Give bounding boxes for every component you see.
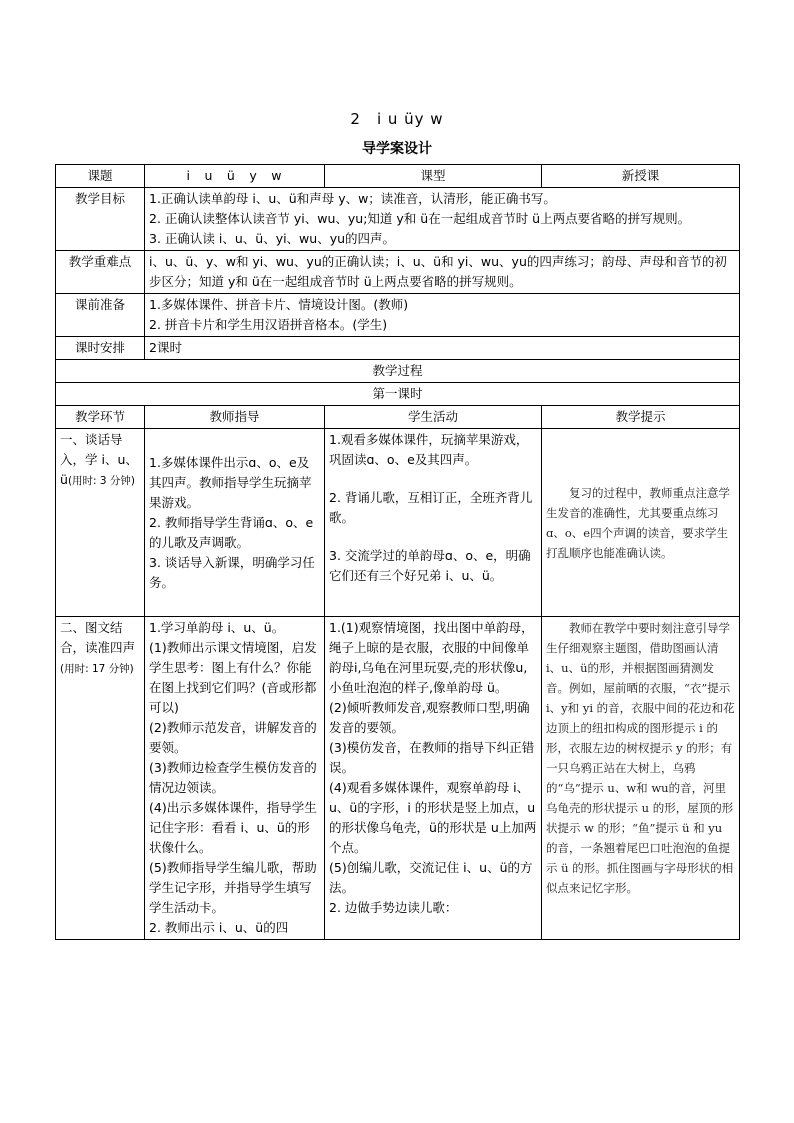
teacher-step: (2)教师示范发音，讲解发音的要领。 bbox=[149, 720, 317, 755]
prep-row bbox=[56, 294, 740, 337]
process-heading: 教学过程 bbox=[56, 360, 740, 383]
prep-item: 1.多媒体课件、拼音卡片、情境设计图。(教师) bbox=[149, 297, 409, 312]
student-step: (3)模仿发音，在教师的指导下纠正错误。 bbox=[329, 740, 535, 775]
prep-item: 2. 拼音卡片和学生用汉语拼音格本。(学生) bbox=[149, 317, 388, 332]
document-subtitle: 导学案设计 bbox=[362, 141, 432, 157]
goal-item: 2. 正确认读整体认读音节 yi、wu、yu;知道 y和 ü在一起组成音节时 ü上两点要省略的拼写规则。 bbox=[149, 211, 691, 226]
student-step: 1.(1)观察情境图，找出图中单韵母，绳子上晾的是衣服，衣服的中间像单韵母i,乌龟在河里玩耍,壳的形状像u,小鱼吐泡泡的样子,像单韵母 ü。 bbox=[329, 620, 534, 695]
teacher-guidance-cell bbox=[145, 617, 325, 940]
stage-row bbox=[56, 429, 740, 617]
key-points-text: i、u、ü、y、w和 yi、wu、yu的正确认读；i、u、ü和 yi、wu、yu的四声练习；韵母、声母和音节的初步区分；知道 y和 ü在一起组成音节时 ü上两点要省略的拼写规则。 bbox=[145, 251, 740, 294]
student-step: 3. 交流学过的单韵母ɑ、o、e，明确它们还有三个好兄弟 i、u、ü。 bbox=[329, 548, 531, 583]
teacher-step: (3)教师边检查学生模仿发音的情况边领读。 bbox=[149, 760, 317, 795]
type-value: 新授课 bbox=[542, 165, 740, 188]
student-step: (2)倾听教师发音,观察教师口型,明确发音的要领。 bbox=[329, 700, 530, 735]
teacher-step: (1)教师出示课文情境图，启发学生思考：图上有什么？你能在图上找到它们吗？(音或形都可以) bbox=[149, 640, 317, 715]
goal-item: 3. 正确认读 i、u、ü、yi、wu、yu的四声。 bbox=[149, 231, 396, 246]
teacher-step: (4)出示多媒体课件，指导学生记住字形：看看 i、u、ü的形状像什么。 bbox=[149, 800, 317, 855]
teacher-guidance-cell bbox=[145, 429, 325, 617]
topic-value: i u ü y w bbox=[145, 165, 325, 188]
teaching-tip-cell bbox=[542, 429, 740, 617]
goal-item: 1.正确认读单韵母 i、u、ü和声母 y、w；读准音，认清形，能正确书写。 bbox=[149, 191, 556, 206]
stage-name-cell bbox=[56, 617, 145, 940]
student-activity-cell bbox=[325, 429, 542, 617]
key-points-label: 教学重难点 bbox=[56, 251, 145, 294]
teaching-tip-cell bbox=[542, 617, 740, 940]
teacher-step: 1.学习单韵母 i、u、ü。 bbox=[149, 620, 285, 635]
lesson-plan-table bbox=[55, 164, 740, 940]
stage-time: (用时: 3 分钟) bbox=[67, 475, 136, 487]
teacher-step: 3. 谈话导入新课，明确学习任务。 bbox=[149, 554, 315, 590]
type-label: 课型 bbox=[325, 165, 542, 188]
teacher-step: (5)教师指导学生编儿歌，帮助学生记字形，并指导学生填写学生活动卡。 bbox=[149, 860, 317, 915]
teacher-step: 2. 教师出示 i、u、ü的四 bbox=[149, 920, 289, 935]
stage-time: (用时: 17 分钟) bbox=[60, 663, 134, 675]
goals-row bbox=[56, 188, 740, 251]
stage-name: 二、图文结合，读准四声 bbox=[60, 620, 136, 655]
column-header: 教学提示 bbox=[542, 406, 740, 429]
teaching-tip: 教师在教学中要时刻注意引导学生仔细观察主题图，借助图画认清 i、u、ü的形，并根据图画猜测发音。例如，屋前晒的衣服，“衣”提示 i、y和 yi 的音，衣服中间的花边和花边顶上的纽扣构成的图形提示 i 的形，衣服左边的树杈提示 y 的形；有一只乌鸦正站在大树上，乌鸦的“乌”提示 u、w和 wu的音，河里乌龟壳的形状提示 u 的形，屋顶的形状提示 w 的形；“鱼”提示 ü 和 yu 的音，一条翘着尾巴口吐泡泡的鱼提示 ü 的形。抓住图画与字母形状的相似点来记忆字形。 bbox=[546, 621, 735, 895]
student-step: 2. 边做手势边读儿歌： bbox=[329, 900, 458, 915]
student-step: (4)观看多媒体课件，观察单韵母 i、u、ü的字形，i 的形状是竖上加点，u的形状像乌龟壳，ü的形状是 u上加两个点。 bbox=[329, 780, 537, 855]
student-step: (5)创编儿歌，交流记住 i、u、ü的方法。 bbox=[329, 860, 533, 895]
stage-row bbox=[56, 617, 740, 940]
time-label: 课时安排 bbox=[56, 337, 145, 360]
key-points-row bbox=[56, 251, 740, 294]
prep-cell bbox=[145, 294, 740, 337]
teacher-step: 2. 教师指导学生背诵ɑ、o、e的儿歌及声调歌。 bbox=[149, 514, 314, 550]
goals-label: 教学目标 bbox=[56, 188, 145, 251]
topic-row bbox=[56, 165, 740, 188]
lesson-heading-row bbox=[56, 383, 740, 406]
student-step: 2. 背诵儿歌，互相订正，全班齐背儿歌。 bbox=[329, 490, 533, 525]
column-header: 学生活动 bbox=[325, 406, 542, 429]
prep-label: 课前准备 bbox=[56, 294, 145, 337]
student-step: 1.观看多媒体课件，玩摘苹果游戏，巩固读ɑ、o、e及其四声。 bbox=[329, 432, 529, 467]
topic-label: 课题 bbox=[56, 165, 145, 188]
time-value: 2课时 bbox=[145, 337, 740, 360]
stage-name: 一、谈话导入，学 i、u、ü bbox=[60, 432, 138, 487]
column-header: 教师指导 bbox=[145, 406, 325, 429]
teaching-tip: 复习的过程中，教师重点注意学生发音的准确性，尤其要重点练习ɑ、o、e四个声调的读音，要求学生打乱顺序也能准确认读。 bbox=[546, 485, 730, 560]
stage-name-cell bbox=[56, 429, 145, 617]
lesson-heading: 第一课时 bbox=[56, 383, 740, 406]
time-row bbox=[56, 337, 740, 360]
column-header: 教学环节 bbox=[56, 406, 145, 429]
process-heading-row bbox=[56, 360, 740, 383]
lesson-title: 2 i u üy w bbox=[350, 110, 444, 128]
column-header-row bbox=[56, 406, 740, 429]
goals-cell bbox=[145, 188, 740, 251]
teacher-step: 1.多媒体课件出示ɑ、o、e及其四声。教师指导学生玩摘苹果游戏。 bbox=[149, 454, 312, 510]
student-activity-cell bbox=[325, 617, 542, 940]
